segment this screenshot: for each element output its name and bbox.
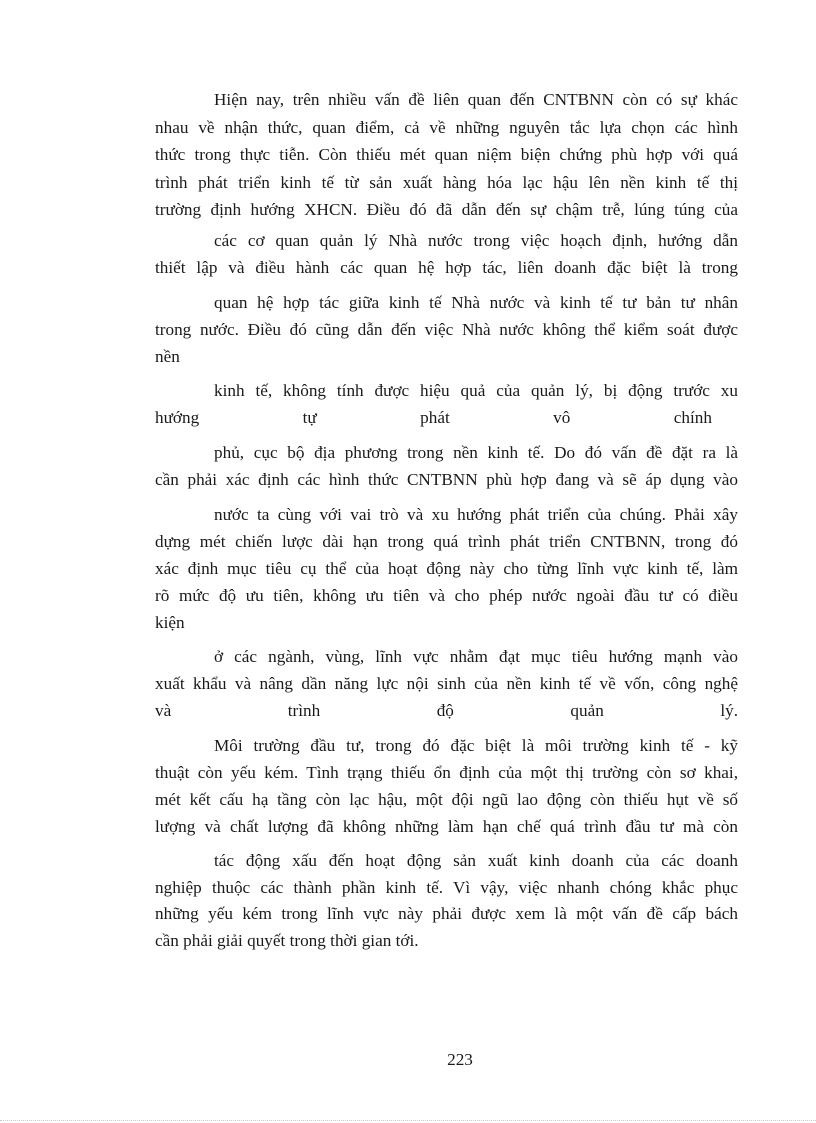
text-line: nước ta cùng với vai trò và xu hướng phát triển của chúng. Phải xây (214, 505, 738, 524)
text-line: phủ, cục bộ địa phương trong nền kinh tế. Do đó vấn đề đặt ra là (214, 443, 738, 462)
text-line: nền (155, 347, 180, 366)
text-line: những yếu kém trong lĩnh vực này phải được xem là một vấn đề cấp bách (155, 904, 738, 923)
text-line: cần phải giải quyết trong thời gian tới. (155, 931, 419, 950)
text-line: dựng mét chiến lược dài hạn trong quá trình phát triển CNTBNN, trong đó (155, 532, 738, 551)
text-line: ở các ngành, vùng, lĩnh vực nhằm đạt mục tiêu hướng mạnh vào (214, 647, 738, 666)
text-line: xác định mục tiêu cụ thể của hoạt động này cho từng lĩnh vực kinh tế, làm (155, 559, 738, 578)
text-line: kinh tế, không tính được hiệu quả của quản lý, bị động trước xu (214, 381, 738, 400)
text-line: cần phải xác định các hình thức CNTBNN phù hợp đang và sẽ áp dụng vào (155, 470, 738, 489)
text-line: hướng tự phát vô chính (155, 408, 712, 427)
text-line: xuất khẩu và nâng dần năng lực nội sinh của nền kinh tế về vốn, công nghệ (155, 674, 738, 693)
text-line: rõ mức độ ưu tiên, không ưu tiên và cho phép nước ngoài đầu tư có điều (155, 586, 738, 605)
text-line: mét kết cấu hạ tầng còn lạc hậu, một đội ngũ lao động còn thiếu hụt về số (155, 790, 738, 809)
text-line: lượng và chất lượng đã không những làm hạn chế quá trình đầu tư mà còn (155, 817, 738, 836)
text-line: nghiệp thuộc các thành phần kinh tế. Vì vậy, việc nhanh chóng khắc phục (155, 878, 738, 897)
text-line: thức trong thực tiễn. Còn thiếu mét quan niệm biện chứng phù hợp với quá (155, 145, 738, 164)
text-line: và trình độ quản lý. (155, 701, 738, 720)
text-line: thuật còn yếu kém. Tình trạng thiếu ổn định của một thị trường còn sơ khai, (155, 763, 738, 782)
text-line: Môi trường đầu tư, trong đó đặc biệt là môi trường kinh tế - kỹ (214, 736, 738, 755)
text-line: quan hệ hợp tác giữa kinh tế Nhà nước và kinh tế tư bản tư nhân (214, 293, 738, 312)
text-line: tác động xấu đến hoạt động sản xuất kinh doanh của các doanh (214, 851, 738, 870)
text-line: thiết lập và điều hành các quan hệ hợp tác, liên doanh đặc biệt là trong (155, 258, 738, 277)
text-line: trong nước. Điều đó cũng dẫn đến việc Nhà nước không thể kiểm soát được (155, 320, 738, 339)
text-line: trình phát triển kinh tế từ sản xuất hàng hóa lạc hậu lên nền kinh tế thị (155, 173, 738, 192)
text-line: kiện (155, 613, 185, 632)
footer-divider (0, 1120, 816, 1121)
text-line: nhau về nhận thức, quan điểm, cả về những nguyên tắc lựa chọn các hình (155, 118, 738, 137)
text-line: các cơ quan quản lý Nhà nước trong việc hoạch định, hướng dẫn (214, 231, 738, 250)
text-line: Hiện nay, trên nhiều vấn đề liên quan đến CNTBNN còn có sự khác (214, 90, 738, 109)
text-line: trường định hướng XHCN. Điều đó đã dẫn đến sự chậm trễ, lúng túng của (155, 200, 738, 219)
page-number: 223 (447, 1050, 473, 1069)
